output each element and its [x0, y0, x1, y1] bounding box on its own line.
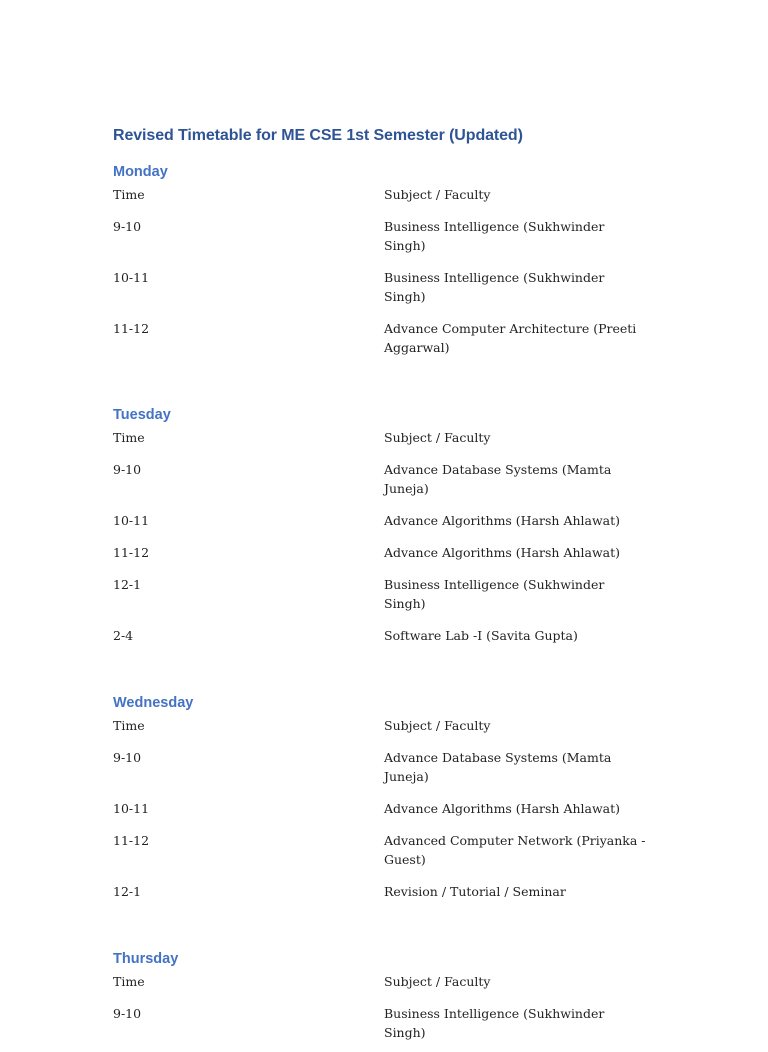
subject-cell: Subject / Faculty	[384, 718, 491, 733]
table-row	[113, 623, 673, 655]
subject-cell: Software Lab -I (Savita Gupta)	[384, 628, 578, 643]
subject-cell: Advance Algorithms (Harsh Ahlawat)	[384, 545, 621, 560]
timetable-days	[113, 162, 673, 1052]
subject-cell: Business Intelligence (Sukhwinder Singh)	[384, 1006, 605, 1040]
subject-cell: Business Intelligence (Sukhwinder Singh)	[384, 270, 605, 304]
subject-cell: Advanced Computer Network (Priyanka - Guest)	[384, 833, 646, 867]
time-cell: 9-10	[113, 219, 142, 234]
table-header-row	[113, 425, 673, 457]
day-section-1	[113, 405, 673, 655]
table-row	[113, 828, 673, 879]
subject-cell: Subject / Faculty	[384, 974, 491, 989]
subject-cell: Revision / Tutorial / Seminar	[384, 884, 566, 899]
table-row	[113, 796, 673, 828]
time-cell: 9-10	[113, 462, 142, 477]
subject-cell: Advance Computer Architecture (Preeti Aggarwal)	[384, 321, 637, 355]
time-cell: 10-11	[113, 513, 150, 528]
table-header-row	[113, 969, 673, 1001]
table-row	[113, 457, 673, 508]
time-cell: 10-11	[113, 270, 150, 285]
table-row	[113, 745, 673, 796]
day-section-0	[113, 162, 673, 367]
table-row	[113, 572, 673, 623]
time-cell: 11-12	[113, 545, 150, 560]
time-cell: 12-1	[113, 884, 142, 899]
time-cell: Time	[113, 974, 145, 989]
document-page	[113, 124, 673, 1052]
time-cell: Time	[113, 718, 145, 733]
table-row	[113, 879, 673, 911]
subject-cell: Business Intelligence (Sukhwinder Singh)	[384, 219, 605, 253]
table-row	[113, 508, 673, 540]
time-cell: 9-10	[113, 750, 142, 765]
table-row	[113, 316, 673, 367]
subject-cell: Subject / Faculty	[384, 187, 491, 202]
subject-cell: Subject / Faculty	[384, 430, 491, 445]
day-section-3	[113, 949, 673, 1052]
day-heading: Wednesday	[113, 695, 194, 711]
table-row	[113, 214, 673, 265]
subject-cell: Advance Algorithms (Harsh Ahlawat)	[384, 801, 621, 816]
time-cell: 2-4	[113, 628, 134, 643]
page-title: Revised Timetable for ME CSE 1st Semester (Updated)	[113, 127, 523, 144]
day-heading: Thursday	[113, 951, 179, 967]
subject-cell: Advance Database Systems (Mamta Juneja)	[384, 462, 612, 496]
table-row	[113, 1001, 673, 1052]
time-cell: 11-12	[113, 833, 150, 848]
subject-cell: Advance Algorithms (Harsh Ahlawat)	[384, 513, 621, 528]
day-heading: Tuesday	[113, 407, 171, 423]
table-row	[113, 540, 673, 572]
subject-cell: Business Intelligence (Sukhwinder Singh)	[384, 577, 605, 611]
time-cell: 11-12	[113, 321, 150, 336]
table-row	[113, 265, 673, 316]
time-cell: Time	[113, 430, 145, 445]
table-header-row	[113, 182, 673, 214]
time-cell: 12-1	[113, 577, 142, 592]
table-header-row	[113, 713, 673, 745]
time-cell: 9-10	[113, 1006, 142, 1021]
time-cell: Time	[113, 187, 145, 202]
time-cell: 10-11	[113, 801, 150, 816]
subject-cell: Advance Database Systems (Mamta Juneja)	[384, 750, 612, 784]
day-section-2	[113, 693, 673, 911]
day-heading: Monday	[113, 164, 168, 180]
